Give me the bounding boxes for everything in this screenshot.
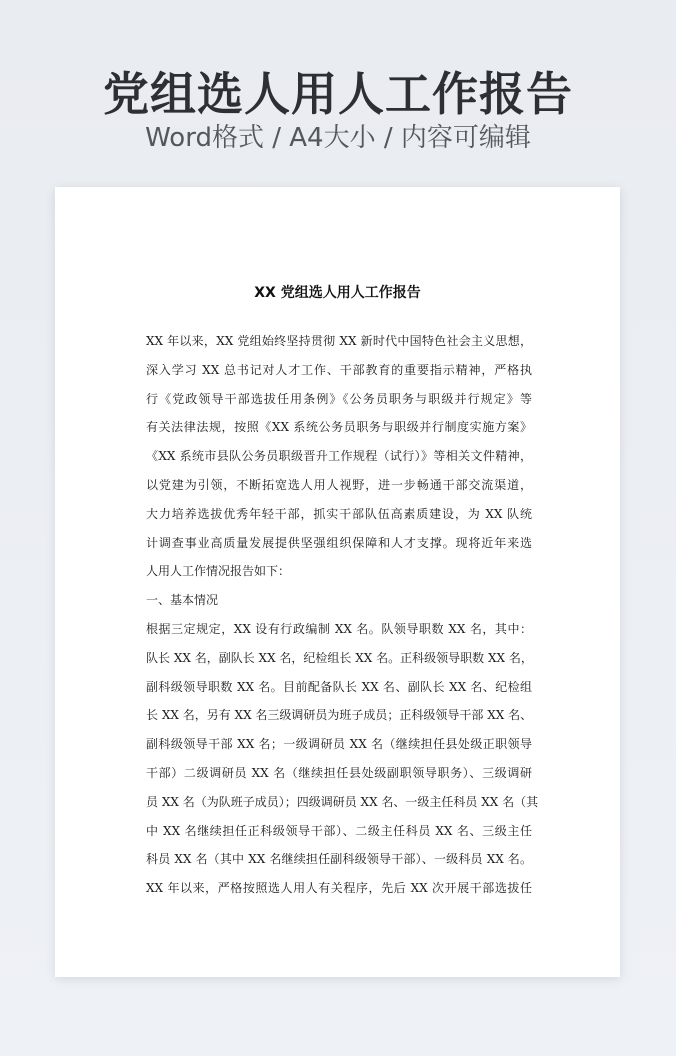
paragraph-line: 根据三定规定，XX 设有行政编制 XX 名。队领导职数 XX 名，其中：	[146, 621, 532, 636]
paragraph-line: 有关法律法规，按照《XX 系统公务员职务与职级并行制度实施方案》	[146, 420, 532, 435]
paragraph-line: 干部）二级调研员 XX 名（继续担任县处级副职领导职务）、三级调研	[146, 765, 532, 780]
banner-subtitle: Word格式 / A4大小 / 内容可编辑	[145, 123, 531, 153]
paragraph-line: 以党建为引领，不断拓宽选人用人视野，进一步畅通干部交流渠道，	[146, 477, 532, 492]
paragraph-line: 人用人工作情况报告如下：	[146, 564, 291, 579]
paragraph-line: 员 XX 名（为队班子成员）；四级调研员 XX 名、一级主任科员 XX 名（其	[146, 794, 539, 809]
paragraph-line: 《XX 系统市县队公务员职级晋升工作规程（试行）》等相关文件精神，	[146, 449, 532, 464]
paragraph-line: 中 XX 名继续担任正科级领导干部）、二级主任科员 XX 名、三级主任	[146, 823, 532, 838]
paragraph-line: 科员 XX 名（其中 XX 名继续担任副科级领导干部）、一级科员 XX 名。	[146, 852, 532, 867]
paragraph-line: 副科级领导干部 XX 名；一级调研员 XX 名（继续担任县处级正职领导	[146, 737, 532, 752]
paragraph-line: 队长 XX 名，副队长 XX 名，纪检组长 XX 名。正科级领导职数 XX 名，	[146, 650, 533, 665]
paragraph-line: XX 年以来，严格按照选人用人有关程序，先后 XX 次开展干部选拔任	[146, 881, 532, 896]
paragraph-line: 计调查事业高质量发展提供坚强组织保障和人才支撑。现将近年来选	[146, 535, 532, 550]
paragraph-line: XX 年以来，XX 党组始终坚持贯彻 XX 新时代中国特色社会主义思想，	[146, 334, 532, 348]
banner-title: 党组选人用人工作报告	[103, 67, 573, 121]
section-heading: 一、基本情况	[146, 593, 219, 608]
document-body	[146, 327, 539, 903]
paragraph-line: 长 XX 名，另有 XX 名三级调研员为班子成员；正科级领导干部 XX 名、	[146, 708, 533, 723]
paragraph-line: 行《党政领导干部选拔任用条例》《公务员职务与职级并行规定》等	[146, 391, 532, 406]
paragraph-line: 副科级领导职数 XX 名。目前配备队长 XX 名、副队长 XX 名、纪检组	[146, 679, 532, 694]
paragraph-line: 大力培养选拔优秀年轻干部，抓实干部队伍高素质建设，为 XX 队统	[146, 506, 532, 521]
paragraph-line: 深入学习 XX 总书记对人才工作、干部教育的重要指示精神，严格执	[146, 362, 532, 377]
document-title: XX 党组选人用人工作报告	[254, 285, 421, 301]
document-page	[55, 187, 620, 977]
